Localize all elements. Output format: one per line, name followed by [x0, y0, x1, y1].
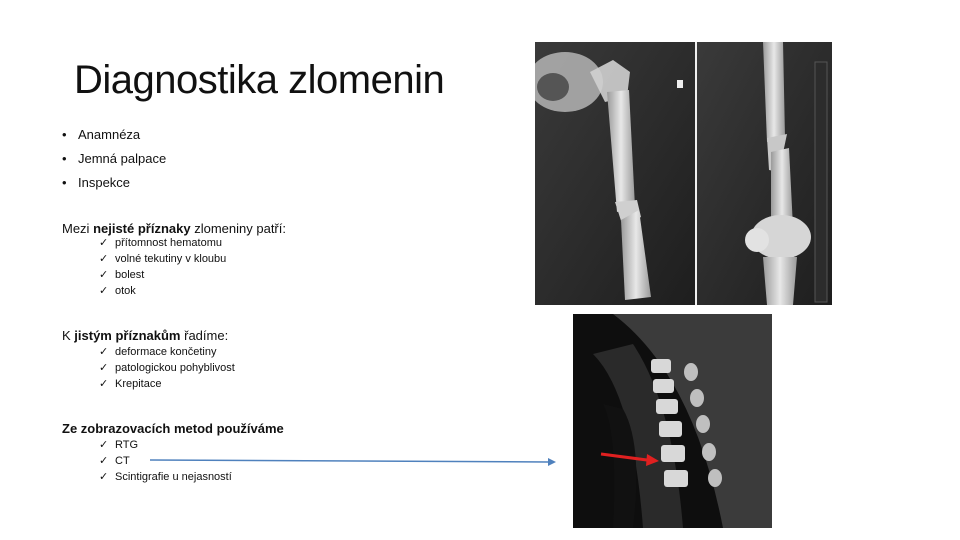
heading-emphasis: nejisté příznaky — [93, 221, 191, 236]
list-item — [99, 268, 226, 284]
list-item-text: otok — [115, 285, 136, 297]
list-item — [99, 438, 232, 454]
uncertain-signs-heading — [62, 221, 286, 236]
certain-signs-list — [99, 345, 235, 393]
list-item — [99, 454, 232, 470]
bullet-item — [62, 126, 166, 150]
checkmark-icon: ✓ — [99, 346, 109, 358]
heading-emphasis: Ze zobrazovacích metod používáme — [62, 421, 284, 436]
list-item — [99, 361, 235, 377]
list-item-text: patologickou pohyblivost — [115, 362, 235, 374]
checkmark-icon: ✓ — [99, 471, 109, 483]
checkmark-icon: ✓ — [99, 285, 109, 297]
bullet-item — [62, 150, 166, 174]
heading-text: Mezi — [62, 221, 94, 236]
checkmark-icon: ✓ — [99, 439, 109, 451]
bullet-text: Inspekce — [78, 175, 131, 190]
heading-emphasis: jistým příznakům — [74, 328, 181, 343]
list-item-text: Scintigrafie u nejasností — [115, 471, 232, 483]
ct-illustration — [573, 314, 772, 528]
list-item — [99, 345, 235, 361]
bullet-icon: • — [62, 175, 67, 190]
list-item-text: CT — [115, 455, 130, 467]
list-item-text: RTG — [115, 439, 139, 451]
imaging-methods-list — [99, 438, 232, 486]
list-item — [99, 284, 226, 300]
slide-title: Diagnostika zlomenin — [74, 58, 445, 102]
checkmark-icon: ✓ — [99, 378, 109, 390]
uncertain-signs-list — [99, 236, 226, 300]
certain-signs-heading — [62, 328, 228, 343]
list-item-text: Krepitace — [115, 378, 162, 390]
xray-illustration — [535, 42, 832, 305]
heading-text: K — [62, 328, 75, 343]
list-item — [99, 252, 226, 268]
list-item — [99, 236, 226, 252]
list-item-text: volné tekutiny v kloubu — [115, 253, 227, 265]
list-item — [99, 470, 232, 486]
list-item-text: bolest — [115, 269, 145, 281]
list-item-text: přítomnost hematomu — [115, 237, 222, 249]
bullet-icon: • — [62, 151, 67, 166]
bullet-icon: • — [62, 127, 67, 142]
list-item — [99, 377, 235, 393]
basic-bullet-list — [62, 126, 166, 198]
heading-text: zlomeniny patří: — [190, 221, 286, 236]
checkmark-icon: ✓ — [99, 237, 109, 249]
bullet-item — [62, 174, 166, 198]
list-item-text: deformace končetiny — [115, 346, 217, 358]
bullet-text: Anamnéza — [78, 127, 141, 142]
checkmark-icon: ✓ — [99, 253, 109, 265]
checkmark-icon: ✓ — [99, 455, 109, 467]
heading-text: řadíme: — [180, 328, 229, 343]
checkmark-icon: ✓ — [99, 269, 109, 281]
ct-cervical-spine-image — [573, 314, 772, 528]
bullet-text: Jemná palpace — [78, 151, 167, 166]
xray-femur-fracture-image — [535, 42, 832, 305]
imaging-heading — [62, 421, 284, 436]
checkmark-icon: ✓ — [99, 362, 109, 374]
